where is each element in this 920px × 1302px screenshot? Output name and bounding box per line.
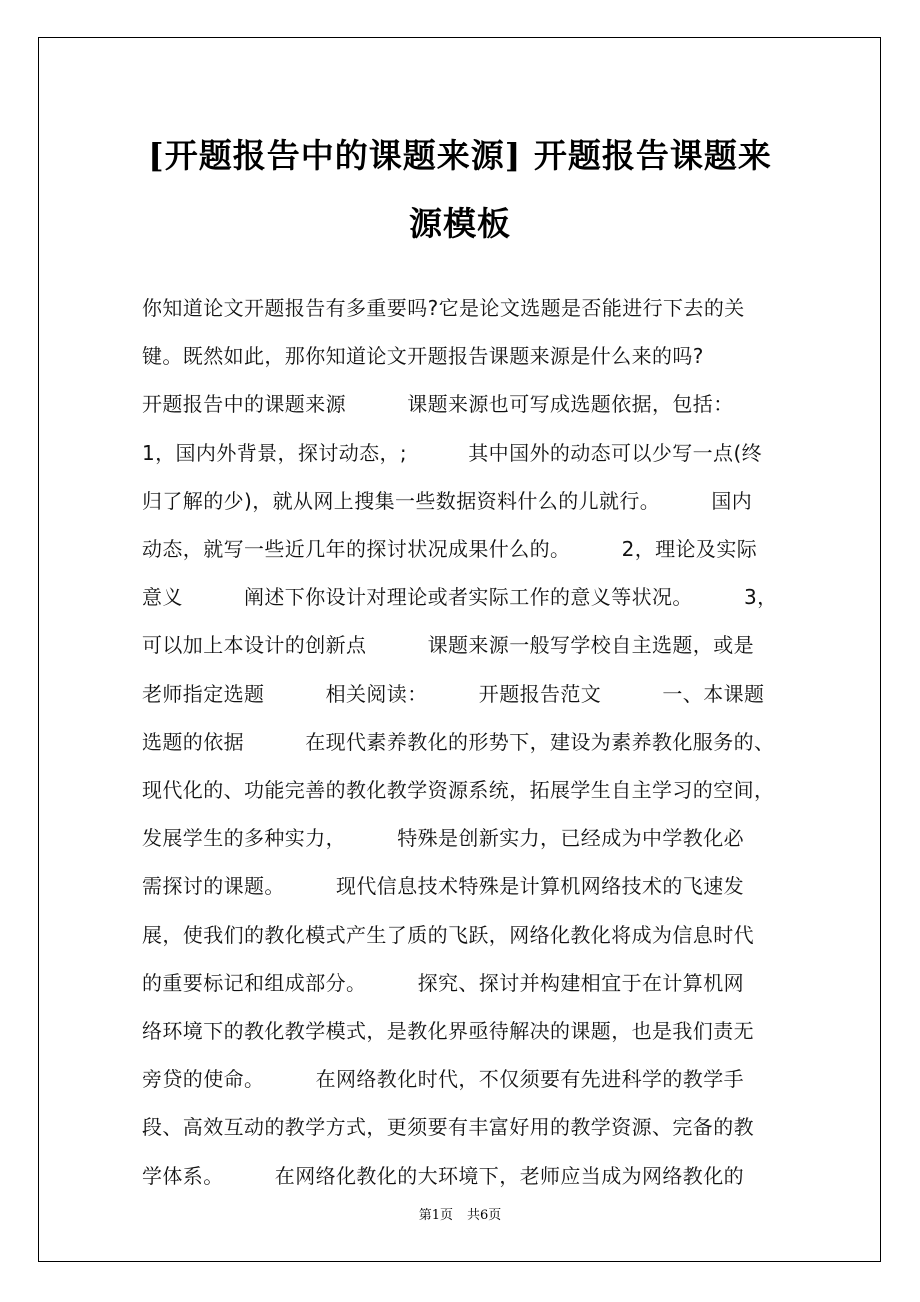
- page-number: 第1页: [418, 1208, 453, 1223]
- body-line: 归了解的少)，就从网上搜集一些数据资料什么的儿就行。 国内: [142, 488, 753, 513]
- body-line: 络环境下的教化教学模式，是教化界亟待解决的课题，也是我们责无: [142, 1019, 754, 1044]
- page-total: 共6页: [467, 1208, 502, 1223]
- body-line: 老师指定选题 相关阅读： 开题报告范文 一、本课题: [142, 681, 765, 706]
- body-line: 1，国内外背景，探讨动态，; 其中国外的动态可以少写一点(终: [142, 440, 763, 465]
- document-title: [80, 122, 840, 258]
- body-line: 可以加上本设计的创新点 课题来源一般写学校自主选题，或是: [142, 633, 754, 658]
- body-line: 动态，就写一些近几年的探讨状况成果什么的。 2，理论及实际: [142, 537, 758, 562]
- body-line: 需探讨的课题。 现代信息技术特殊是计算机网络技术的飞速发: [142, 874, 744, 899]
- page-footer: [0, 1206, 920, 1226]
- body-line: 段、高效互动的教学方式，更须要有丰富好用的教学资源、完备的教: [142, 1115, 754, 1140]
- body-line: 发展学生的多种实力， 特殊是创新实力，已经成为中学教化必: [142, 826, 744, 851]
- body-line: 的重要标记和组成部分。 探究、探讨并构建相宜于在计算机网: [142, 970, 744, 995]
- body-line: 现代化的、功能完善的教化教学资源系统，拓展学生自主学习的空间，: [142, 778, 775, 803]
- body-line: 意义 阐述下你设计对理论或者实际工作的意义等状况。 3，: [142, 585, 778, 610]
- body-line: 开题报告中的课题来源 课题来源也可写成选题依据，包括：: [142, 392, 734, 417]
- document-body: [142, 284, 782, 1200]
- body-line: 学体系。 在网络化教化的大环境下，老师应当成为网络教化的: [142, 1163, 744, 1188]
- body-line: 键。既然如此，那你知道论文开题报告课题来源是什么来的吗?: [142, 344, 704, 369]
- title-line-1: [开题报告中的课题来源] 开题报告课题来: [148, 136, 772, 175]
- body-line: 展，使我们的教化模式产生了质的飞跃，网络化教化将成为信息时代: [142, 922, 754, 947]
- body-line: 选题的依据 在现代素养教化的形势下，建设为素养教化服务的、: [142, 729, 775, 754]
- body-line: 你知道论文开题报告有多重要吗?它是论文选题是否能进行下去的关: [142, 296, 745, 320]
- title-line-2: 源模板: [409, 204, 511, 243]
- body-line: 旁贷的使命。 在网络教化时代，不仅须要有先进科学的教学手: [142, 1067, 744, 1092]
